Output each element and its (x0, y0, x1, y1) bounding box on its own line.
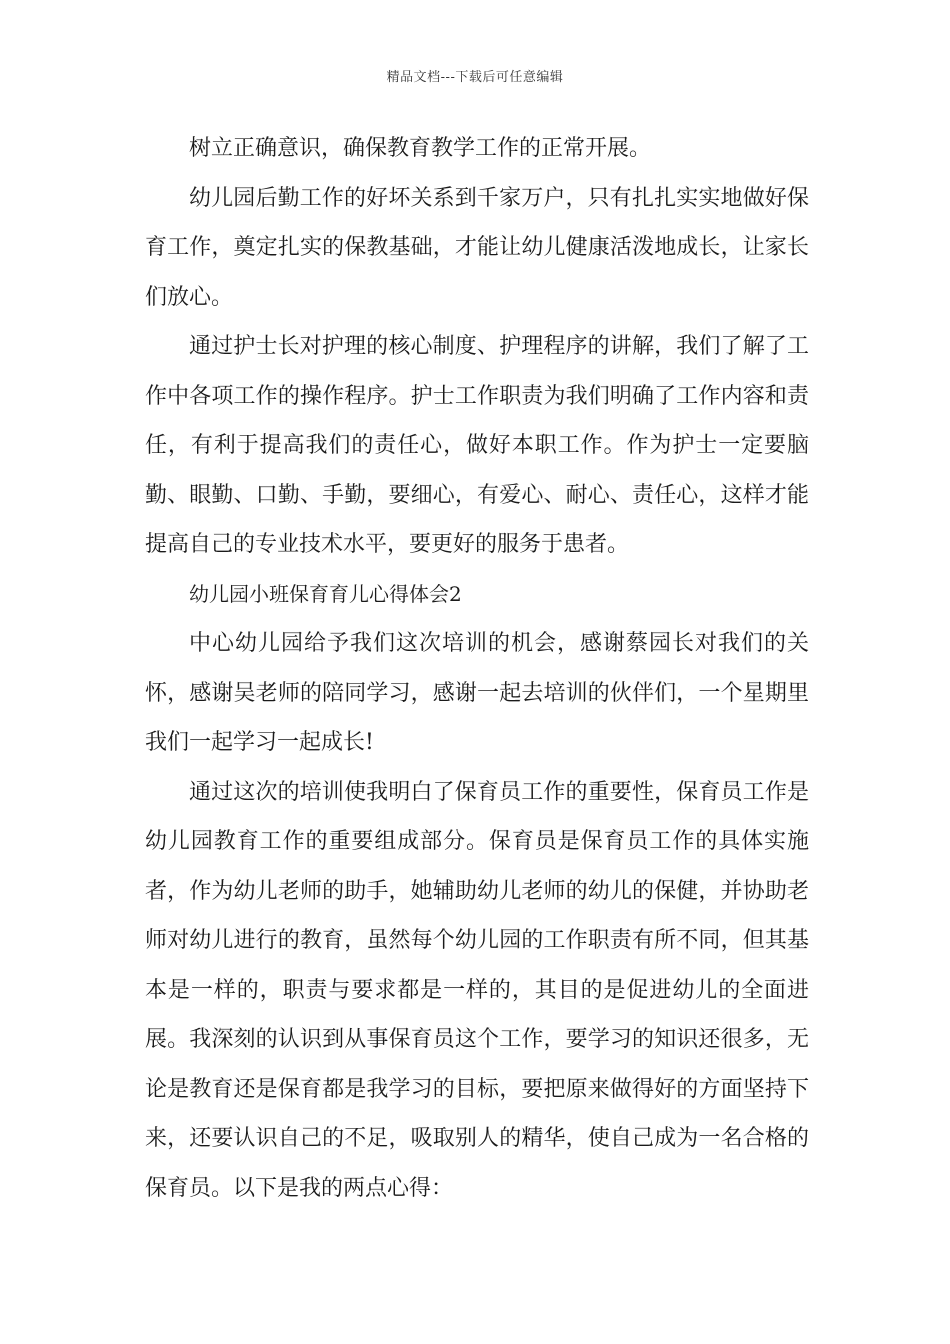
paragraph-1: 树立正确意识，确保教育教学工作的正常开展。 (189, 136, 652, 161)
paragraph-2: 幼儿园后勤工作的好坏关系到千家万户，只有扎扎实实地做好保育工作，奠定扎实的保教基础，才能让幼儿健康活泼地成长，让家长们放心。 (145, 185, 809, 310)
document-body (145, 124, 809, 1213)
paragraph-5: 通过这次的培训使我明白了保育员工作的重要性，保育员工作是幼儿园教育工作的重要组成部分。保育员是保育员工作的具体实施者，作为幼儿老师的助手，她辅助幼儿老师的幼儿的保健，并协助老师对幼儿进行的教育，虽然每个幼儿园的工作职责有所不同，但其基本是一样的，职责与要求都是一样的，其目的是促进幼儿的全面进展。我深刻的认识到从事保育员这个工作，要学习的知识还很多，无论是教育还是保育都是我学习的目标，要把原来做得好的方面坚持下来，还要认识自己的不足，吸取别人的精华，使自己成为一名合格的保育员。以下是我的两点心得： (145, 779, 809, 1201)
section-title: 幼儿园小班保育育儿心得体会2 (189, 581, 462, 606)
page-header: 精品文档---下载后可任意编辑 (386, 70, 564, 85)
paragraph-4: 中心幼儿园给予我们这次培训的机会，感谢蔡园长对我们的关怀，感谢吴老师的陪同学习，感谢一起去培训的伙伴们，一个星期里我们一起学习一起成长! (145, 631, 809, 755)
paragraph-3: 通过护士长对护理的核心制度、护理程序的讲解，我们了解了工作中各项工作的操作程序。护士工作职责为我们明确了工作内容和责任，有利于提高我们的责任心，做好本职工作。作为护士一定要脑勤、眼勤、口勤、手勤，要细心，有爱心、耐心、责任心，这样才能提高自己的专业技术水平，要更好的服务于患者。 (145, 334, 809, 557)
